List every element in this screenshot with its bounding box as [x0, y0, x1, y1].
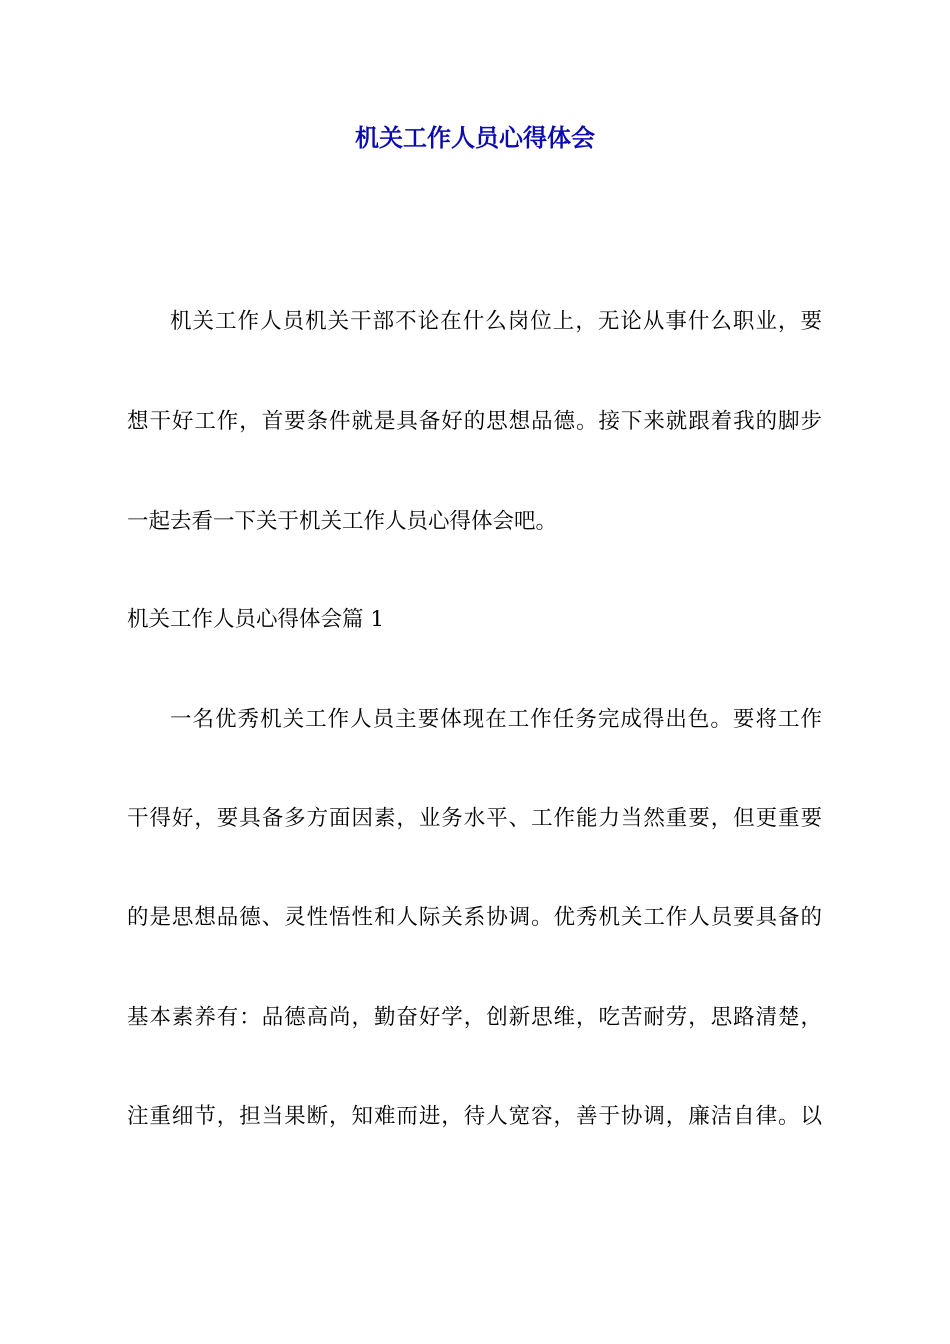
paragraph-line: 想干好工作，首要条件就是具备好的思想品德。接下来就跟着我的脚步	[127, 409, 822, 434]
paragraph-line: 一起去看一下关于机关工作人员心得体会吧。	[127, 509, 558, 534]
paragraph-line: 注重细节，担当果断，知难而进，待人宽容，善于协调，廉洁自律。以	[127, 1104, 822, 1129]
paragraph-line: 干得好，要具备多方面因素，业务水平、工作能力当然重要，但更重要	[127, 806, 822, 831]
paragraph-line: 的是思想品德、灵性悟性和人际关系协调。优秀机关工作人员要具备的	[127, 905, 822, 930]
paragraph-line: 机关工作人员机关干部不论在什么岗位上，无论从事什么职业，要	[170, 309, 822, 334]
document-title: 机关工作人员心得体会	[355, 124, 595, 152]
paragraph-line: 一名优秀机关工作人员主要体现在工作任务完成得出色。要将工作	[170, 707, 822, 732]
paragraph-line: 基本素养有：品德高尚，勤奋好学，创新思维，吃苦耐劳，思路清楚，	[127, 1005, 822, 1030]
section-heading: 机关工作人员心得体会篇 1	[127, 607, 385, 632]
